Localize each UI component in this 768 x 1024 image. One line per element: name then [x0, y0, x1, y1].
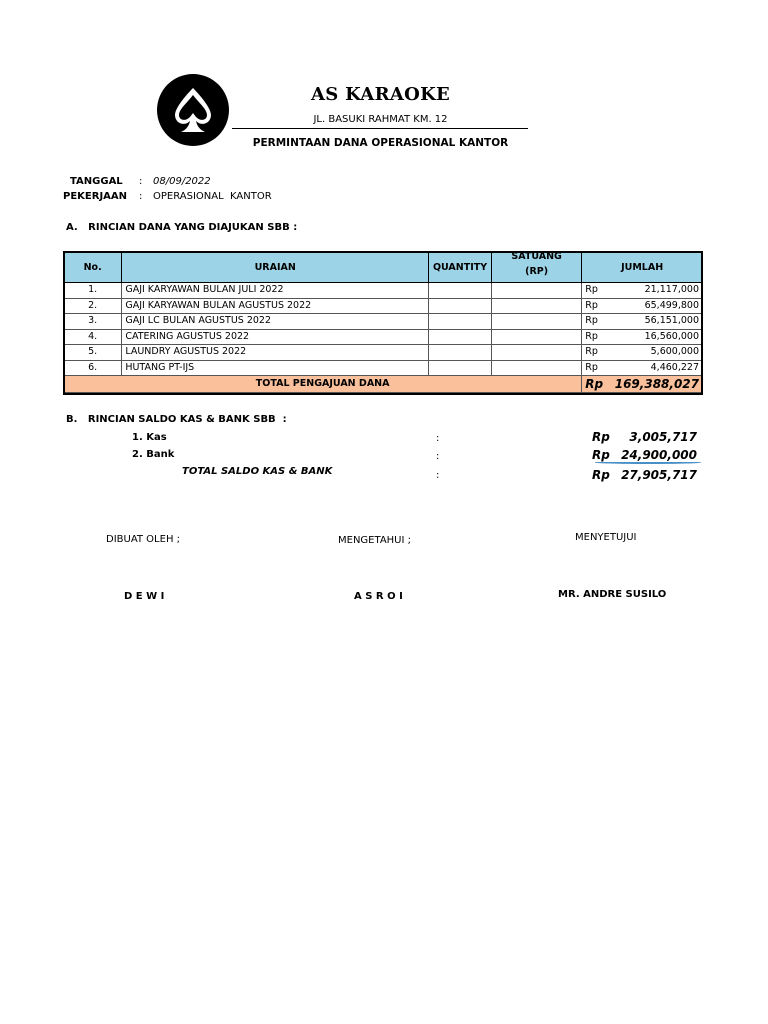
row-unit — [491, 345, 581, 361]
row-qty — [429, 345, 492, 361]
row-unit — [491, 360, 581, 376]
job-value: OPERASIONAL KANTOR — [153, 191, 272, 202]
kas-currency: Rp — [592, 430, 610, 444]
table-header-row — [64, 252, 703, 283]
row-no: 5. — [64, 345, 122, 361]
total-currency: Rp — [582, 376, 612, 393]
row-no: 3. — [64, 314, 122, 330]
known-by-name: A S R O I — [354, 591, 403, 602]
row-desc: HUTANG PT-IJS — [122, 360, 429, 376]
total-row — [64, 376, 703, 393]
row-desc: GAJI LC BULAN AGUSTUS 2022 — [122, 314, 429, 330]
row-qty — [429, 360, 492, 376]
job-colon: : — [139, 191, 143, 202]
kas-amount: 3,005,717 — [629, 430, 697, 444]
row-currency: Rp — [582, 360, 612, 376]
row-currency: Rp — [582, 283, 612, 299]
job-label: PEKERJAAN — [63, 191, 128, 202]
saldo-total-colon: : — [436, 470, 440, 481]
row-qty — [429, 283, 492, 299]
company-address: JL. BASUKI RAHMAT KM. 12 — [313, 114, 448, 125]
company-name: AS KARAOKE — [310, 84, 451, 105]
approved-by-name: MR. ANDRE SUSILO — [558, 589, 667, 600]
row-currency: Rp — [582, 314, 612, 330]
row-amount: 65,499,800 — [612, 298, 703, 314]
row-no: 4. — [64, 329, 122, 345]
date-value: 08/09/2022 — [153, 176, 211, 187]
date-label: TANGGAL — [70, 176, 123, 187]
section-a-title: A. RINCIAN DANA YANG DIAJUKAN SBB : — [66, 222, 298, 233]
made-by-name: D E W I — [124, 591, 165, 602]
row-unit — [491, 283, 581, 299]
total-amount: 169,388,027 — [612, 376, 703, 393]
spade-icon — [171, 86, 215, 134]
row-qty — [429, 298, 492, 314]
row-desc: GAJI KARYAWAN BULAN AGUSTUS 2022 — [122, 298, 429, 314]
saldo-total-amount: 27,905,717 — [621, 468, 697, 482]
row-currency: Rp — [582, 329, 612, 345]
row-amount: 4,460,227 — [612, 360, 703, 376]
bank-amount-underline — [595, 461, 701, 464]
table-row — [64, 360, 703, 376]
row-no: 2. — [64, 298, 122, 314]
row-currency: Rp — [582, 298, 612, 314]
approved-by-label: MENYETUJUI — [575, 532, 637, 543]
table-row — [64, 314, 703, 330]
section-b-title: B. RINCIAN SALDO KAS & BANK SBB : — [66, 414, 287, 425]
bank-currency: Rp — [592, 448, 610, 462]
document-title: PERMINTAAN DANA OPERASIONAL KANTOR — [252, 137, 509, 149]
table-row — [64, 329, 703, 345]
bank-label: 2. Bank — [132, 449, 175, 460]
row-amount: 16,560,000 — [612, 329, 703, 345]
kas-colon: : — [436, 433, 440, 444]
row-desc: CATERING AGUSTUS 2022 — [122, 329, 429, 345]
col-header-amount: JUMLAH — [582, 252, 703, 283]
logo — [157, 74, 229, 146]
col-header-qty: QUANTITY — [429, 252, 492, 283]
row-desc: LAUNDRY AGUSTUS 2022 — [122, 345, 429, 361]
date-colon: : — [139, 176, 143, 187]
col-header-unit — [491, 252, 581, 283]
row-amount: 5,600,000 — [612, 345, 703, 361]
row-currency: Rp — [582, 345, 612, 361]
bank-colon: : — [436, 451, 440, 462]
row-unit — [491, 329, 581, 345]
row-amount: 21,117,000 — [612, 283, 703, 299]
bank-amount: 24,900,000 — [621, 448, 697, 462]
col-header-unit-line2: (RP) — [525, 266, 549, 277]
row-qty — [429, 314, 492, 330]
row-amount: 56,151,000 — [612, 314, 703, 330]
known-by-label: MENGETAHUI ; — [338, 535, 412, 546]
total-label: TOTAL PENGAJUAN DANA — [64, 376, 582, 393]
col-header-unit-line1: SATUANG — [511, 251, 562, 262]
col-header-desc: URAIAN — [122, 252, 429, 283]
saldo-total-label: TOTAL SALDO KAS & BANK — [182, 466, 333, 477]
col-header-no: No. — [64, 252, 122, 283]
made-by-label: DIBUAT OLEH ; — [106, 534, 181, 545]
row-unit — [491, 298, 581, 314]
kas-label: 1. Kas — [132, 432, 167, 443]
row-qty — [429, 329, 492, 345]
row-no: 6. — [64, 360, 122, 376]
table-row — [64, 345, 703, 361]
row-unit — [491, 314, 581, 330]
header-divider — [232, 128, 528, 129]
items-table — [63, 251, 703, 393]
row-desc: GAJI KARYAWAN BULAN JULI 2022 — [122, 283, 429, 299]
saldo-total-currency: Rp — [592, 468, 610, 482]
row-no: 1. — [64, 283, 122, 299]
table-row — [64, 283, 703, 299]
table-row — [64, 298, 703, 314]
